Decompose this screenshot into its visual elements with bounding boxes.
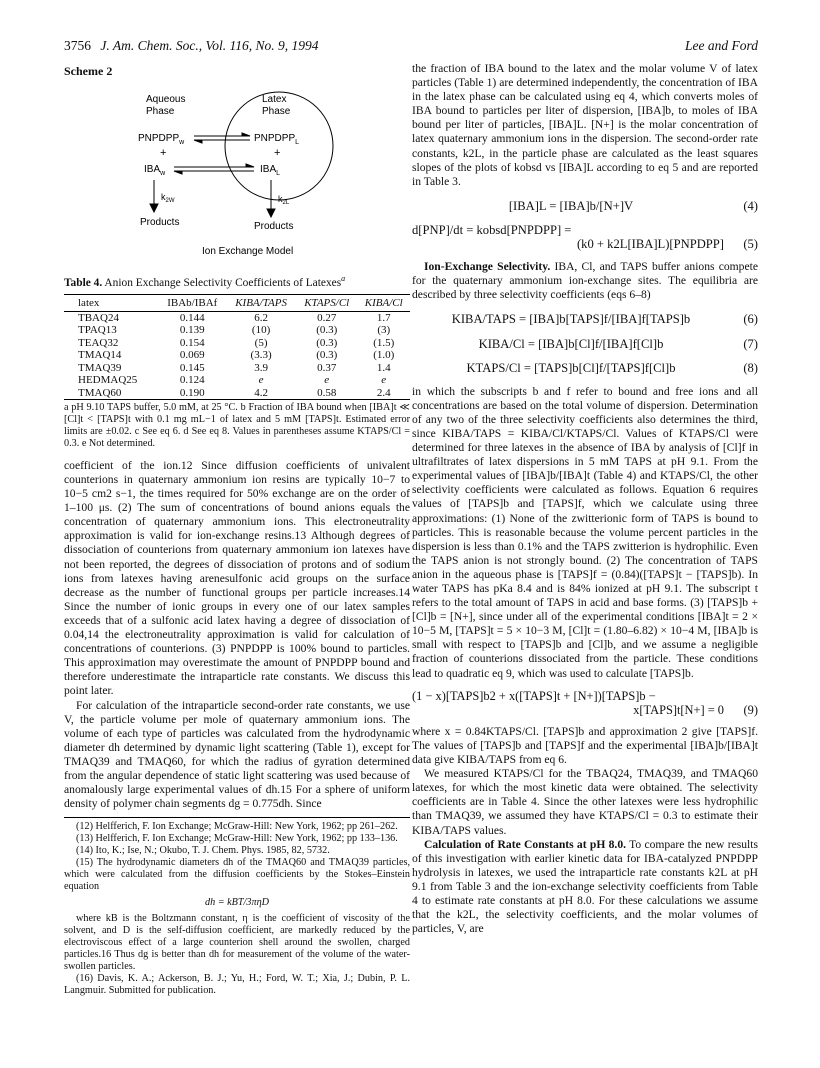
table-cell: TBAQ24 bbox=[78, 312, 119, 325]
table-cell: TMAQ14 bbox=[78, 349, 122, 362]
table-cell: (3.3) bbox=[250, 349, 272, 362]
latex-label-1: Latex bbox=[262, 94, 287, 106]
right-paragraph-5: We measured KTAPS/Cl for the TBAQ24, TMAQ39, and TMAQ60 latexes, for which the most kinetic data were obtained. The selectivity coefficients are in Table 4. Since the other latexes were less hydrophilic than TMAQ39, we assumed they have KTAPS/Cl = 0.3 to estimate their KIBA/TAPS values. bbox=[412, 767, 758, 837]
left-paragraph-2: For calculation of the intraparticle second-order rate constants, we use V, the particle volume per mole of quaternary ammonium ions. The volume of each type of particles was calculated from the hydrodynamic diameter dh determined by dynamic light scattering (Table 1), except for TMAQ39 and TMAQ60, for which the radius of gyration determined from the angular dependence of static light scattering was used because of anomalously large experimental values of dh.15 For a sphere of uniform density of polymer chain segments dg = 0.775dh. Since bbox=[64, 698, 410, 811]
table-cell: 0.069 bbox=[179, 349, 205, 362]
table-footnotes: a pH 9.10 TAPS buffer, 5.0 mM, at 25 °C. b Fraction of IBA bound when [IBA]t ≪ [Cl]t < [TAPS]t with 0.1 mg mL−1 of latex and 5 mM [TAPS]t. Estimated error limits are ±0.02. c See eq 6. d See eq 8. Values in parentheses assume KTAPS/Cl = 0.3. e Not determined. bbox=[64, 401, 410, 449]
stokes-einstein-equation: dh = kBT/3πηD bbox=[204, 897, 269, 909]
table-cell: 2.4 bbox=[357, 387, 410, 400]
left-paragraph-1: coefficient of the ion.12 Since diffusion coefficients of univalent counterions in quaternary ammonium ion resins are typically 10−7 to 10−5 cm2 s−1, the times required for 50% exchange are on the order of 1–100 μs. (2) The sum of concentrations of bound anions equals the concentration of quaternary ammonium ions. This electroneutrality approximation is valid for ion-exchange resins.13 Although degrees of dissociation of counterions from quaternary ammonium ion latexes have not been reported, the degrees of dissociation of protons and of sodium ions from latexes having arenesulfonic acid groups on the surface decrease as the number of functional groups per particle increases.14 Since the number of ionic groups in every one of our latex samples exceeds that of a sulfonic acid latex having a degree of dissociation of 0.04,14 the electroneutrality approximation is valid for calculation of concentrations of counterions. (3) PNPDPP is 100% bound to particles. This approximation may overestimate the amount of PNPDPP bound and therefore underestimate the intraparticle rate constants. We discuss this point later. bbox=[64, 458, 410, 698]
table-cell: e bbox=[324, 374, 330, 387]
aqueous-label-1: Aqueous bbox=[146, 94, 186, 106]
equation-7: KIBA/Cl = [IBA]b[Cl]f/[IBA]f[Cl]b (7) bbox=[478, 336, 758, 351]
table-cell: 0.124 bbox=[179, 374, 205, 387]
col-kiba-taps: KIBA/TAPS bbox=[226, 294, 296, 311]
table-cell: 0.144 bbox=[179, 312, 205, 325]
equation-5-line-1: d[PNP]/dt = kobsd[PNPDPP] = bbox=[412, 222, 572, 237]
right-column bbox=[412, 62, 758, 936]
selectivity-table bbox=[64, 294, 410, 400]
table-cell: TEAQ32 bbox=[78, 336, 119, 349]
page-header bbox=[64, 38, 758, 56]
equation-9-line-2: x[TAPS]t[N+] = 0 bbox=[633, 702, 724, 717]
table-row bbox=[64, 362, 410, 374]
table-cell: (1.5) bbox=[373, 336, 395, 349]
equation-5-number: (5) bbox=[743, 237, 758, 252]
reference-15: (15) The hydrodynamic diameters dh of the TMAQ60 and TMAQ39 particles, which were calculated from the diffusion coefficients by the Stokes–Einstein equation bbox=[64, 857, 410, 893]
equation-9-number: (9) bbox=[743, 702, 758, 717]
products-latex: Products bbox=[254, 221, 294, 233]
plus-right: + bbox=[274, 147, 281, 160]
table-cell: (0.3) bbox=[316, 349, 338, 362]
latex-label-2: Phase bbox=[262, 106, 291, 118]
equation-9 bbox=[412, 689, 758, 717]
table-cell: TMAQ39 bbox=[78, 361, 122, 374]
reference-13: (13) Helfferich, F. Ion Exchange; McGraw-Hill: New York, 1962; pp 133–136. bbox=[76, 833, 398, 845]
k2l-label: $k_{2L}$ bbox=[278, 194, 290, 207]
table-cell: e bbox=[258, 374, 264, 387]
pnpdpp-l: $PNPDPP_L$ bbox=[254, 133, 300, 147]
journal-citation: J. Am. Chem. Soc., Vol. 116, No. 9, 1994 bbox=[100, 38, 319, 53]
table-row bbox=[64, 324, 410, 336]
table-cell: TPAQ13 bbox=[78, 324, 117, 337]
table-row bbox=[64, 312, 410, 325]
col-ktaps-cl: KTAPS/Cl bbox=[296, 294, 357, 311]
table-cell: TMAQ60 bbox=[64, 387, 158, 400]
table-cell: 0.139 bbox=[179, 324, 205, 337]
table-caption: Table 4. Anion Exchange Selectivity Coefficients of Latexes$^a$ bbox=[64, 274, 346, 289]
table-cell: 1.7 bbox=[376, 312, 391, 325]
products-aqueous: Products bbox=[140, 217, 180, 229]
table-cell: e bbox=[381, 374, 387, 387]
table-row bbox=[64, 349, 410, 361]
col-latex: latex bbox=[64, 294, 158, 311]
table-cell: 0.145 bbox=[179, 361, 205, 374]
table-cell: 4.2 bbox=[226, 387, 296, 400]
table-cell: 6.2 bbox=[254, 312, 268, 325]
table-cell: (5) bbox=[254, 336, 268, 349]
col-kiba-cl: KIBA/Cl bbox=[357, 294, 410, 311]
equilibrium-arrow-iba bbox=[174, 164, 254, 174]
table-header-row bbox=[64, 294, 410, 311]
table-row bbox=[64, 387, 410, 400]
table-cell: (0.3) bbox=[316, 324, 338, 337]
scheme-caption: Ion Exchange Model bbox=[202, 246, 294, 258]
equation-4: [IBA]L = [IBA]b/[N+]V (4) bbox=[508, 198, 758, 213]
reference-12: (12) Helfferich, F. Ion Exchange; McGraw-Hill: New York, 1962; pp 261–262. bbox=[76, 821, 398, 833]
reference-15-continued: where kB is the Boltzmann constant, η is the coefficient of viscosity of the solvent, and D is the self-diffusion coefficient, are markedly reduced by the electroviscous effect of a large counterion shell around the swollen, charged particles.16 Thus dg is better than dh for measurement of the volume of the water-swollen particles. bbox=[64, 913, 410, 973]
table-row bbox=[64, 337, 410, 349]
equation-5-line-2: (k0 + k2L[IBA]L)[PNPDPP] bbox=[576, 237, 724, 252]
right-paragraph-4: where x = 0.84KTAPS/Cl. [TAPS]b and approximation 2 give [TAPS]f. The values of [TAPS]b and [TAPS]f and the experimental [IBA]b/[IBA]t data give KIBA/TAPS from eq 6. bbox=[412, 724, 758, 767]
table-cell: (0.3) bbox=[316, 336, 338, 349]
equation-6: KIBA/TAPS = [IBA]b[TAPS]f/[IBA]f[TAPS]b (6) bbox=[451, 312, 758, 327]
pnpdpp-w: $PNPDPP_w$ bbox=[138, 133, 185, 147]
references bbox=[64, 817, 410, 997]
page-number: 3756 bbox=[64, 38, 91, 53]
reference-16: (16) Davis, K. A.; Ackerson, B. J.; Yu, H.; Ford, W. T.; Xia, J.; Dubin, P. L. Langmuir. Submitted for publication. bbox=[64, 973, 410, 997]
equation-5 bbox=[412, 223, 758, 251]
right-paragraph-1: the fraction of IBA bound to the latex and the molar volume V of latex particles (Table 1) are determined independently, the concentration of IBA in the latex phase can be calculated using eq 4, which converts moles of IBA bound to particles per liter of dispersion, [IBA]b, to moles of IBA bound per liter of particles, [IBA]L. [N+] is the molar concentration of latex quaternary ammonium ions in the dispersion. The second-order rate constants, k2L, in the particle phase are calculated as the least squares slopes of the plots of kobsd vs [IBA]L according to eq 5 and are reported in Table 3. bbox=[412, 62, 758, 188]
table-cell: 3.9 bbox=[254, 361, 268, 374]
right-paragraph-6: Calculation of Rate Constants at pH 8.0. To compare the new results of this investigation with earlier kinetic data for IBA-catalyzed PNPDPP hydrolysis in latexes, we used the intraparticle rate constants k2L at pH 9.1 from Table 3 and the ion-exchange selectivity coefficients from Table 4 to estimate rate constants at pH 8.0. For these calculations we assume that the k2L, the selectivity coefficients, and the molar volumes of particles, V, are bbox=[412, 837, 758, 936]
left-column bbox=[64, 62, 410, 997]
table-cell: 0.27 bbox=[317, 312, 337, 325]
reference-14: (14) Ito, K.; Ise, N.; Okubo, T. J. Chem. Phys. 1985, 82, 5732. bbox=[76, 845, 330, 857]
table-cell: 0.154 bbox=[179, 336, 205, 349]
equation-9-line-1: (1 − x)[TAPS]b2 + x([TAPS]t + [N+])[TAPS]b − bbox=[412, 688, 656, 703]
iba-l: $IBA_L$ bbox=[260, 164, 281, 178]
table-cell: 1.4 bbox=[376, 361, 391, 374]
reaction-arrow-aqueous bbox=[150, 180, 158, 212]
right-paragraph-2: Ion-Exchange Selectivity. IBA, Cl, and TAPS buffer anions compete for the quaternary ammonium ion-exchange sites. The equilibria are described by three selectivity coefficients (eqs 6–8) bbox=[412, 260, 758, 302]
k2w-label: $k_{2W}$ bbox=[161, 192, 175, 205]
table-cell: 0.58 bbox=[296, 387, 357, 400]
aqueous-label-2: Phase bbox=[146, 106, 175, 118]
scheme-title: Scheme 2 bbox=[64, 64, 113, 78]
table-cell: (3) bbox=[377, 324, 391, 337]
table-row bbox=[64, 374, 410, 386]
iba-w: $IBA_w$ bbox=[144, 164, 166, 178]
equilibrium-arrow-pnpdpp bbox=[194, 133, 250, 143]
scheme-2-diagram bbox=[64, 78, 410, 264]
plus-left: + bbox=[160, 147, 167, 160]
running-authors: Lee and Ford bbox=[685, 38, 758, 53]
table-cell: (10) bbox=[251, 324, 271, 337]
equation-8: KTAPS/Cl = [TAPS]b[Cl]f/[TAPS]f[Cl]b (8) bbox=[466, 360, 758, 375]
col-fraction: IBAb/IBAf bbox=[158, 294, 226, 311]
table-cell: (1.0) bbox=[373, 349, 395, 362]
table-cell: 0.37 bbox=[317, 361, 337, 374]
table-cell: HEDMAQ25 bbox=[78, 374, 138, 387]
right-paragraph-3: in which the subscripts b and f refer to bound and free ions and all concentrations are based on the total volume of dispersion. Determination of any two of the three selectivity coefficients also determines the third, since KIBA/TAPS = KIBA/Cl/KTAPS/Cl. Values of KTAPS/Cl were determined for three latexes in the absence of IBA by analysis of [Cl]f in ultrafiltrates of latex dispersions in 5 mM TAPS at pH 9.1. From the experimental values of [IBA]b/[IBA]t (Table 4) and KTAPS/Cl, the other selectivity coefficients were calculated as follows. Equation 6 requires values of [TAPS]b and [TAPS]f, which we calculate using three approximations: (1) None of the zwitterionic form of TAPS is bound to particles. This is reasonable because the volume percent particles in the dispersion is less than 0.1% and the TAPS zwitterion is hydrophilic. Even the TAPS anion is not strongly bound. (2) The concentration of TAPS anion in the aqueous phase is [TAPS]f = (0.84)([TAPS]t − [TAPS]b). In water TAPS has pKa 8.4 and is 84% ionized at pH 9.1. The subscript t refers to the total amount of TAPS in acid and base forms. (3) [TAPS]b + [Cl]b = [N+], since under all of the experimental conditions [IBA]t = 2 × 10−5 M, [TAPS]t = 5 × 10−3 M, [Cl]t = (1.80–6.82) × 10−4 M, [IBA]b is small with respect to [TAPS]b and [Cl]b, and we assume a negligible fraction of counterions dissociated from the particle. These conditions lead to quadratic eq 9, which was used to calculate [TAPS]b. bbox=[412, 384, 758, 680]
table-cell: 0.190 bbox=[158, 387, 226, 400]
